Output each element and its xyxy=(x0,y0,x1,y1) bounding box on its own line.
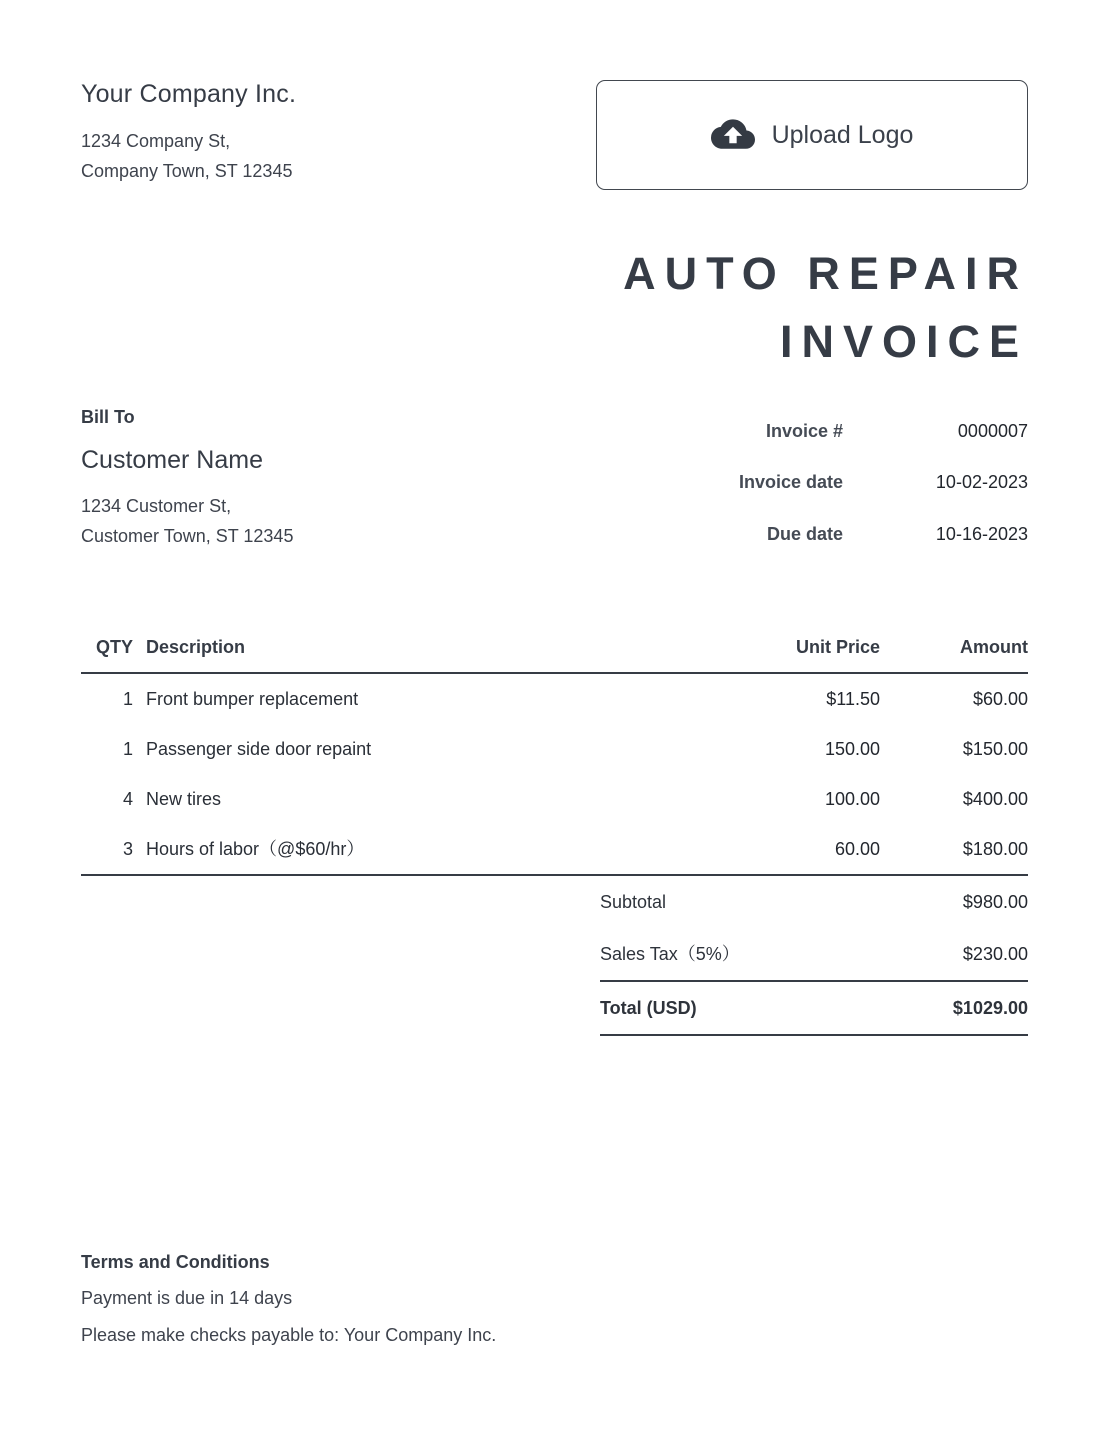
company-block xyxy=(81,80,296,186)
invoice-number-value: 0000007 xyxy=(957,420,1028,441)
bill-to-block xyxy=(81,407,293,551)
item-unit-price: 100.00 xyxy=(824,788,880,809)
company-address-line1: 1234 Company St, xyxy=(81,131,231,151)
items-table xyxy=(81,637,1028,876)
sales-tax-value: $230.00 xyxy=(962,943,1028,964)
sales-tax-row xyxy=(600,928,1028,980)
total-value: $1029.00 xyxy=(952,997,1028,1018)
item-amount: $180.00 xyxy=(962,838,1028,859)
item-amount: $400.00 xyxy=(962,788,1028,809)
header-unit-price: Unit Price xyxy=(795,636,880,657)
company-name: Your Company Inc. xyxy=(81,80,297,108)
bill-to-label: Bill To xyxy=(81,406,135,427)
item-qty: 1 xyxy=(122,688,133,709)
items-table-body xyxy=(81,674,1028,876)
header-description: Description xyxy=(146,636,246,657)
customer-address-line2: Customer Town, ST 12345 xyxy=(81,525,294,546)
sales-tax-label: Sales Tax（5%） xyxy=(600,943,740,964)
customer-address-line1: 1234 Customer St, xyxy=(81,495,232,516)
header xyxy=(81,80,1028,190)
totals-block xyxy=(600,876,1028,1036)
item-unit-price: 60.00 xyxy=(834,838,880,859)
company-address xyxy=(81,126,296,186)
document-title-line2: INVOICE xyxy=(779,316,1028,368)
item-qty: 3 xyxy=(122,838,133,859)
customer-name: Customer Name xyxy=(81,445,263,474)
item-description: New tires xyxy=(146,788,222,809)
invoice-date-label: Invoice date xyxy=(738,472,843,493)
item-qty: 4 xyxy=(122,788,133,809)
item-qty: 1 xyxy=(122,738,133,759)
table-row xyxy=(81,724,1028,774)
item-description: Front bumper replacement xyxy=(146,688,359,709)
item-unit-price: 150.00 xyxy=(824,738,880,759)
company-address-line2: Company Town, ST 12345 xyxy=(81,161,293,181)
terms-section xyxy=(81,1252,496,1347)
total-row xyxy=(600,980,1028,1036)
terms-line2: Please make checks payable to: Your Company Inc. xyxy=(81,1325,497,1345)
invoice-number-label: Invoice # xyxy=(765,420,843,441)
document-title-line1: AUTO REPAIR xyxy=(623,248,1028,299)
subtotal-value: $980.00 xyxy=(962,891,1028,912)
due-date-value: 10-16-2023 xyxy=(935,524,1028,545)
header-amount: Amount xyxy=(960,636,1028,657)
invoice-date-value: 10-02-2023 xyxy=(935,472,1028,493)
upload-logo-label: Upload Logo xyxy=(771,120,914,149)
total-label: Total (USD) xyxy=(600,997,697,1018)
info-row xyxy=(81,407,1028,551)
invoice-meta xyxy=(739,421,1028,551)
customer-address xyxy=(81,491,293,551)
subtotal-label: Subtotal xyxy=(600,891,667,912)
table-row xyxy=(81,774,1028,824)
table-row xyxy=(81,824,1028,874)
items-table-header xyxy=(81,637,1028,674)
header-qty: QTY xyxy=(95,636,133,657)
terms-heading: Terms and Conditions xyxy=(81,1252,270,1272)
table-row xyxy=(81,674,1028,724)
item-amount: $60.00 xyxy=(972,688,1028,709)
upload-logo-button[interactable] xyxy=(596,80,1028,190)
due-date-label: Due date xyxy=(766,524,843,545)
document-title xyxy=(81,240,1028,377)
item-unit-price: $11.50 xyxy=(826,688,880,709)
item-description: Hours of labor（@$60/hr） xyxy=(146,838,365,859)
cloud-upload-icon xyxy=(711,119,755,151)
terms-line1: Payment is due in 14 days xyxy=(81,1288,293,1308)
item-description: Passenger side door repaint xyxy=(146,738,372,759)
item-amount: $150.00 xyxy=(962,738,1028,759)
subtotal-row xyxy=(600,876,1028,928)
